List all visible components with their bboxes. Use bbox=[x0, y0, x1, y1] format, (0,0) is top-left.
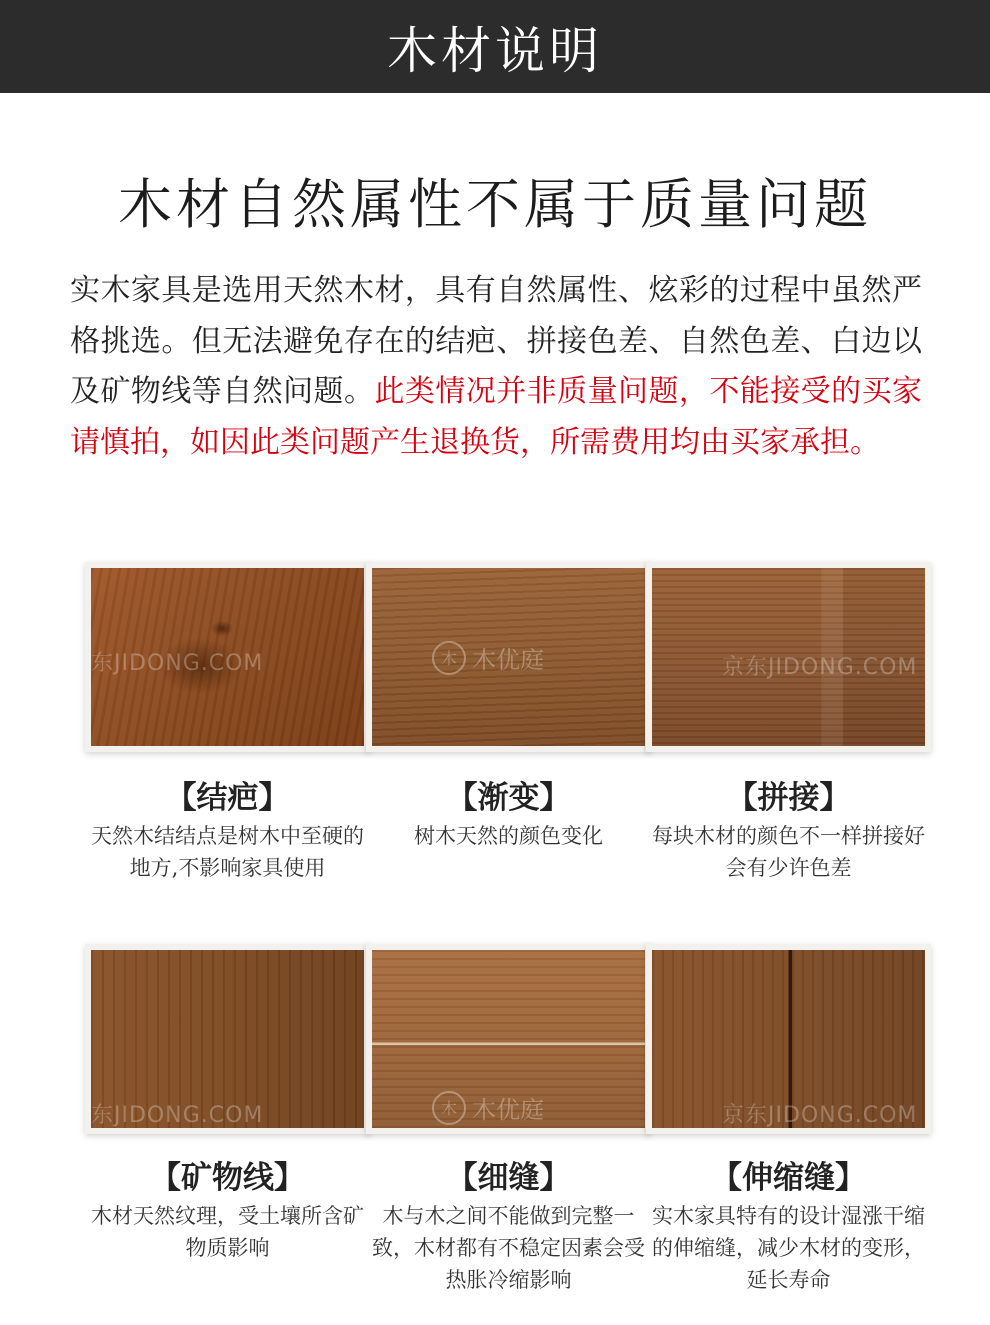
brand-seal-icon: 木 bbox=[432, 1091, 466, 1125]
intro-text: 实木家具是选用天然木材，具有自然属性、炫彩的过程中虽然严格挑选。但无法避免存在的结疤、拼接色差、自然色差、白边以及矿物线等自然问题。 bbox=[70, 273, 922, 409]
swatch-frame bbox=[85, 562, 370, 752]
card-title: 【渐变】 bbox=[446, 780, 571, 816]
header-title: 木材说明 bbox=[387, 21, 603, 80]
swatch-frame bbox=[366, 562, 651, 752]
site-watermark: 京东JIDONG.COM bbox=[722, 1103, 918, 1128]
brand-name: 木优庭 bbox=[472, 646, 544, 674]
swatch-frame bbox=[85, 944, 370, 1134]
swatch-frame bbox=[366, 944, 651, 1134]
brand-watermark bbox=[432, 1090, 544, 1125]
gradient-wood-image bbox=[372, 568, 645, 746]
card-desc: 木与木之间不能做到完整一致，木材都有不稳定因素会受热胀冷缩影响 bbox=[372, 1204, 645, 1292]
header-bar bbox=[0, 0, 990, 93]
site-watermark: 京东JIDONG.COM bbox=[722, 655, 918, 680]
main-title: 木材自然属性不属于质量问题 bbox=[118, 173, 872, 236]
card-desc: 每块木材的颜色不一样拼接好会有少许色差 bbox=[652, 824, 925, 880]
card-desc: 树木天然的颜色变化 bbox=[414, 824, 603, 848]
card-desc: 实木家具特有的设计湿涨干缩的伸缩缝，减少木材的变形，延长寿命 bbox=[652, 1204, 925, 1292]
site-watermark: 东JIDONG.COM bbox=[91, 1103, 264, 1128]
intro-paragraph bbox=[70, 266, 922, 468]
card-title: 【细缝】 bbox=[446, 1160, 571, 1196]
splice-wood-image bbox=[652, 568, 925, 746]
card-title: 【矿物线】 bbox=[150, 1160, 305, 1196]
expansion-joint-wood-image bbox=[652, 950, 925, 1128]
knot-wood-image bbox=[91, 568, 364, 746]
card-desc: 天然木结结点是树木中至硬的地方,不影响家具使用 bbox=[91, 824, 364, 880]
card-title: 【伸缩缝】 bbox=[711, 1160, 866, 1196]
card-desc: 木材天然纹理，受土壤所含矿物质影响 bbox=[91, 1204, 364, 1260]
brand-seal-icon: 木 bbox=[432, 641, 466, 675]
card-title: 【结疤】 bbox=[165, 780, 290, 816]
brand-name: 木优庭 bbox=[472, 1096, 544, 1124]
swatch-frame bbox=[646, 944, 931, 1134]
mineral-wood-image bbox=[91, 950, 364, 1128]
brand-watermark bbox=[432, 640, 544, 675]
intro-warning: 此类情况并非质量问题，不能接受的买家请慎拍，如因此类问题产生退换货，所需费用均由买家承担。 bbox=[70, 374, 923, 460]
swatch-frame bbox=[646, 562, 931, 752]
card-title: 【拼接】 bbox=[726, 780, 851, 816]
fine-gap-wood-image bbox=[372, 950, 645, 1128]
site-watermark: 东JIDONG.COM bbox=[91, 651, 264, 676]
